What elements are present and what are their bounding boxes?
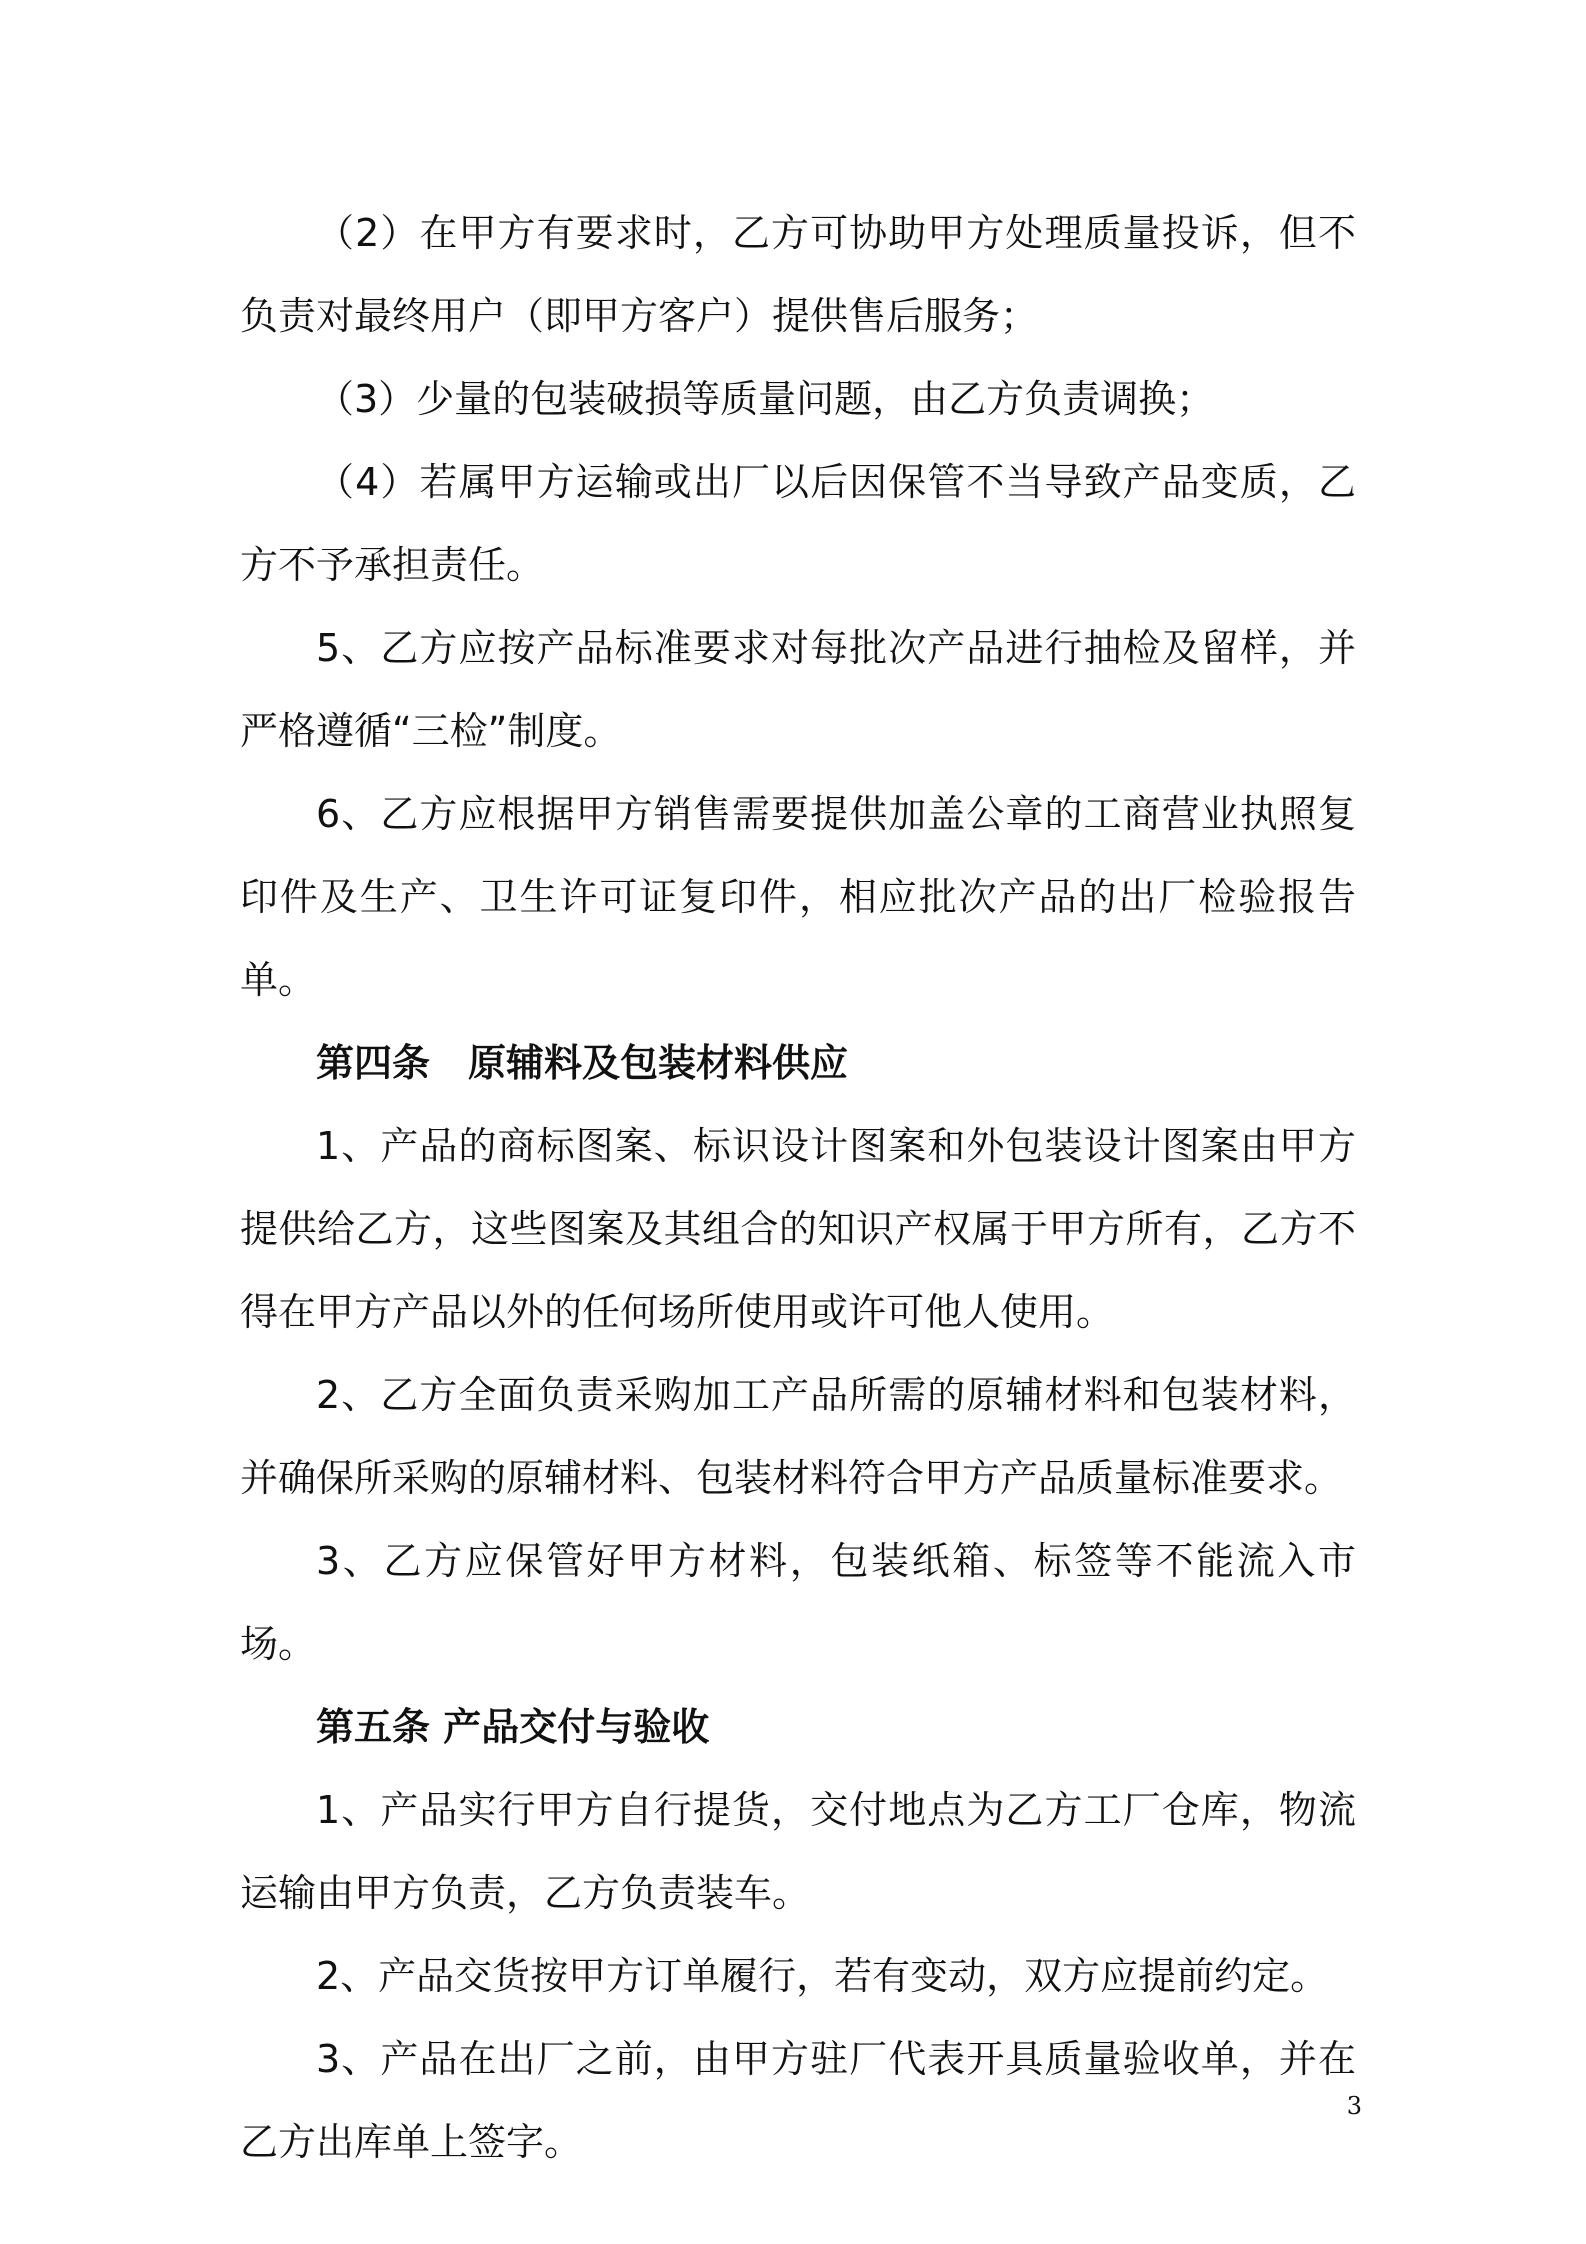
article-5-clause-3: 3、产品在出厂之前，由甲方驻厂代表开具质量验收单，并在乙方出库单上签字。 [240, 2037, 1356, 2164]
clause-item-3: （3）少量的包装破损等质量问题，由乙方负责调换； [316, 377, 1215, 421]
article-5-clause-1: 1、产品实行甲方自行提货，交付地点为乙方工厂仓库，物流运输由甲方负责，乙方负责装车。 [240, 1788, 1356, 1915]
article-5-clause-2: 2、产品交货按甲方订单履行，若有变动，双方应提前约定。 [316, 1954, 1329, 1998]
page-number: 3 [1346, 2092, 1362, 2120]
article-4-clause-1: 1、产品的商标图案、标识设计图案和外包装设计图案由甲方提供给乙方，这些图案及其组合的知识产权属于甲方所有，乙方不得在甲方产品以外的任何场所使用或许可他人使用。 [240, 1124, 1356, 1334]
clause-item-2: （2）在甲方有要求时，乙方可协助甲方处理质量投诉，但不负责对最终用户（即甲方客户）提供售后服务； [240, 211, 1356, 338]
article-4-clause-3: 3、乙方应保管好甲方材料，包装纸箱、标签等不能流入市场。 [240, 1539, 1356, 1666]
article-5-heading: 第五条 产品交付与验收 [316, 1705, 710, 1749]
clause-5: 5、乙方应按产品标准要求对每批次产品进行抽检及留样，并严格遵循“三检”制度。 [240, 626, 1356, 753]
article-4-clause-2: 2、乙方全面负责采购加工产品所需的原辅材料和包装材料，并确保所采购的原辅材料、包装材料符合甲方产品质量标准要求。 [240, 1373, 1356, 1500]
document-body [240, 192, 1356, 2184]
clause-6: 6、乙方应根据甲方销售需要提供加盖公章的工商营业执照复印件及生产、卫生许可证复印件，相应批次产品的出厂检验报告单。 [240, 792, 1356, 1002]
article-4-heading: 第四条 原辅料及包装材料供应 [316, 1041, 849, 1085]
clause-item-4: （4）若属甲方运输或出厂以后因保管不当导致产品变质，乙方不予承担责任。 [240, 460, 1356, 587]
